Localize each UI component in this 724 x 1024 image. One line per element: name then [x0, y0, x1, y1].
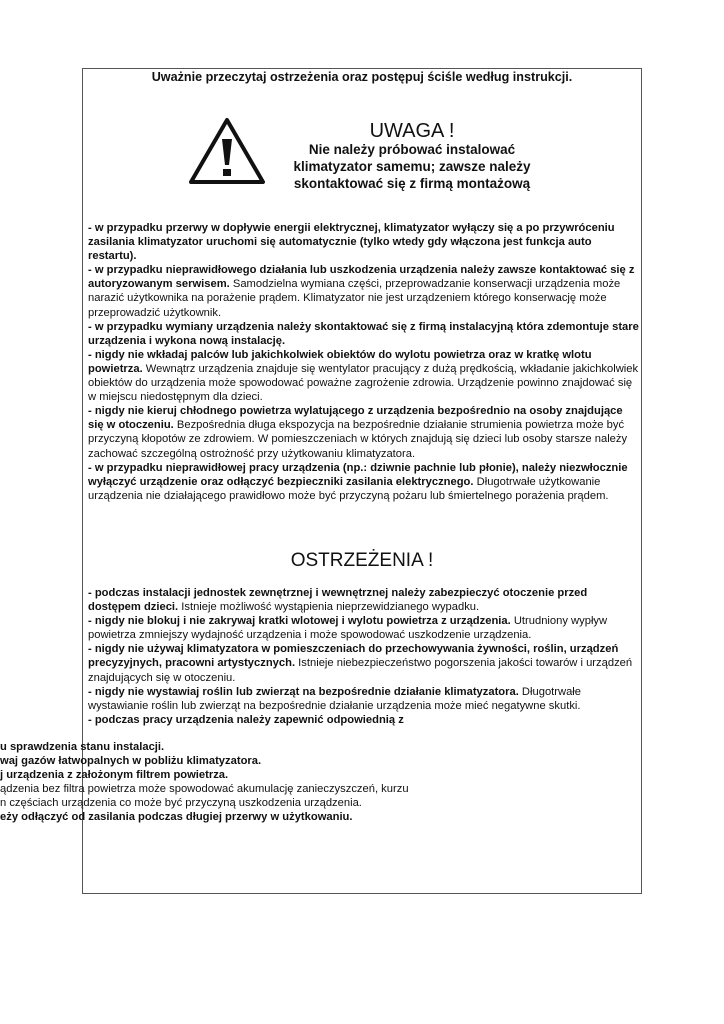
normal-text: Bezpośrednia długa ekspozycja na bezpośrednie działanie strumienia powietrza może być przyczyną kłopotów ze zdrowiem. W pomieszczeniach w których znajdują się dzieci lub osoby starsze należy zachować szczególną ostrożność przy użytkowaniu klimatyzatora.	[88, 419, 628, 460]
normal-text: Długotrwałe użytkowanie urządzenia nie działającego prawidłowo może być przyczyną pożaru lub śmiertelnego porażenia prądem.	[88, 475, 609, 502]
bold-text: - w przypadku nieprawidłowego działania lub uszkodzenia urządzenia należy zawsze kontaktować się z autoryzowanym serwisem.	[88, 264, 635, 291]
paragraph	[88, 713, 640, 727]
paragraph	[88, 614, 640, 642]
overflow-line: u sprawdzenia stanu instalacji.	[0, 741, 165, 753]
paragraph	[88, 586, 640, 614]
paragraph	[88, 320, 640, 348]
header-instruction: Uważnie przeczytaj ostrzeżenia oraz postępuj ściśle według instrukcji.	[151, 70, 573, 84]
bold-text: - podczas instalacji jednostek zewnętrznej i wewnętrznej należy zabezpieczyć otoczenie przed dostępem dzieci.	[88, 587, 588, 614]
uwaga-subtitle	[280, 141, 544, 192]
bold-text: - nigdy nie kieruj chłodnego powietrza wylatującego z urządzenia bezpośrednio na osoby znajdujące się w otoczeniu.	[88, 405, 623, 432]
normal-text: Utrudniony wypływ powietrza zmniejszy wydajność urządzenia i może spowodować uszkodzenie urządzenia.	[88, 615, 608, 642]
overflow-line: eży odłączyć od zasilania podczas długiej przerwy w użytkowaniu.	[0, 811, 353, 824]
uwaga-line-1: Nie należy próbować instalować	[308, 142, 516, 157]
bold-text: - w przypadku przerwy w dopływie energii elektrycznej, klimatyzator wyłączy się a po przywróceniu zasilania klimatyzator uruchomi się automatycznie (tylko wtedy gdy włączona jest funkcja auto restartu).	[88, 222, 615, 263]
overflow-line: n częściach urządzenia co może być przyczyną uszkodzenia urządzenia.	[0, 797, 362, 810]
normal-text: Istnieje niebezpieczeństwo pogorszenia jakości towarów i urządzeń znajdujących się w otoczeniu.	[88, 657, 633, 684]
bold-text: - nigdy nie wystawiaj roślin lub zwierząt na bezpośrednie działanie klimatyzatora.	[88, 685, 519, 698]
paragraph	[88, 642, 640, 684]
bold-text: - nigdy nie wkładaj palców lub jakichkolwiek obiektów do wylotu powietrza oraz w kratkę wlotu powietrza.	[88, 348, 592, 375]
paragraph	[88, 348, 640, 404]
uwaga-line-2: klimatyzator samemu; zawsze należy	[293, 159, 531, 174]
bold-text: - podczas pracy urządzenia należy zapewnić odpowiednią z	[88, 713, 404, 726]
bold-text: - nigdy nie używaj klimatyzatora w pomieszczeniach do przechowywania żywności, roślin, urządzeń precyzyjnych, pracowni artystycznych.	[88, 643, 619, 670]
paragraph	[88, 461, 640, 503]
overflow-line: waj gazów łatwopalnych w pobliżu klimatyzatora.	[0, 755, 262, 768]
paragraph	[88, 263, 640, 319]
section-ostrzezenia-list	[88, 586, 640, 727]
section-uwaga-list	[88, 221, 640, 503]
normal-text: Wewnątrz urządzenia znajduje się wentylator pracujący z dużą prędkością, wkładanie jakichkolwiek obiektów do urządzenia może spowodować poważne zagrożenie zdrowia. Urządzenie powinno znajdować się w miejscu niedostępnym dla dzieci.	[88, 362, 639, 404]
paragraph	[88, 404, 640, 460]
overflow-line: j urządzenia z założonym filtrem powietrza.	[0, 769, 229, 782]
normal-text: Istnieje możliwość wystąpienia nieprzewidzianego wypadku.	[178, 601, 480, 614]
warning-triangle-icon	[188, 117, 266, 185]
uwaga-line-3: skontaktować się z firmą montażową	[293, 176, 531, 191]
bold-text: - w przypadku wymiany urządzenia należy skontaktować się z firmą instalacyjną która zdemontuje stare urządzenia i wykona nową instalację.	[88, 320, 639, 347]
normal-text: Samodzielna wymiana części, przeprowadzanie konserwacji urządzenia może narazić użytkownika na porażenie prądem. Klimatyzator nie jest urządzeniem którego konserwację może przeprowadzić użytkownik.	[88, 278, 621, 319]
bold-text: - w przypadku nieprawidłowej pracy urządzenia (np.: dziwnie pachnie lub płonie), należy niezwłocznie wyłączyć urządzenie oraz odłączyć bezpieczniki zasilania elektrycznego.	[88, 461, 628, 488]
ostrzezenia-title: OSTRZEŻENIA !	[290, 550, 434, 571]
paragraph	[88, 221, 640, 263]
normal-text: Długotrwałe wystawianie roślin lub zwierząt na bezpośrednie działanie urządzenia może mieć negatywne skutki.	[88, 685, 582, 712]
overflow-text-block	[0, 740, 460, 825]
paragraph	[88, 685, 640, 713]
bold-text: - nigdy nie blokuj i nie zakrywaj kratki wlotowej i wylotu powietrza z urządzenia.	[88, 615, 511, 628]
uwaga-title: UWAGA !	[369, 120, 455, 142]
overflow-line: ądzenia bez filtra powietrza może spowodować akumulację zanieczyszczeń, kurzu	[0, 783, 409, 796]
